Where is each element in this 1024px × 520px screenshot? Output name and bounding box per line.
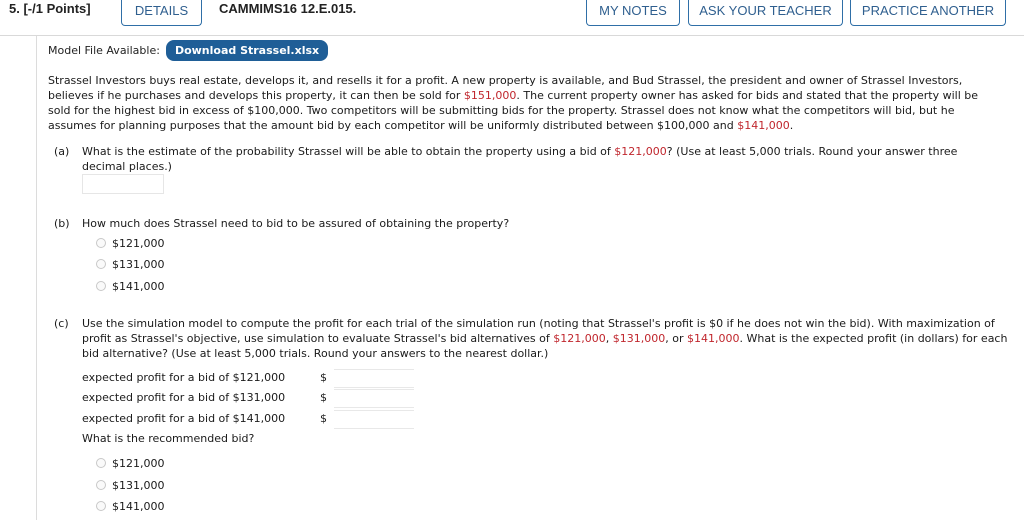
download-model-button[interactable]: Download Strassel.xlsx xyxy=(166,40,328,61)
expected-profit-label: expected profit for a bid of $141,000 xyxy=(82,412,286,425)
option-label: $131,000 xyxy=(112,257,165,271)
question-header xyxy=(0,0,1024,36)
part-a-bid: $121,000 xyxy=(614,145,667,158)
part-b-option[interactable] xyxy=(96,234,165,252)
part-a-question xyxy=(82,144,982,174)
recommended-bid-question: What is the recommended bid? xyxy=(82,432,255,445)
my-notes-button[interactable]: MY NOTES xyxy=(586,0,680,26)
bid-alternative-2: $131,000 xyxy=(612,332,666,345)
radio-button[interactable] xyxy=(96,458,106,468)
sale-price: $151,000 xyxy=(463,89,517,102)
currency-symbol: $ xyxy=(320,412,327,425)
radio-button[interactable] xyxy=(96,501,106,511)
part-c-text-1: Use the simulation model to compute the profit for each trial of the simulation run (noting that Strassel's profit is $0 if he does not win the bid). With maximization of profit as Strassel's objective, use simulation to evaluate Strassel's bid alternatives of xyxy=(82,317,995,345)
part-b-label: (b) xyxy=(54,217,70,230)
option-label: $131,000 xyxy=(112,478,165,492)
expected-profit-input[interactable] xyxy=(334,369,414,388)
bid-alternative-3: $141,000 xyxy=(686,332,740,345)
expected-profit-label: expected profit for a bid of $121,000 xyxy=(82,371,286,384)
option-label: $121,000 xyxy=(112,236,165,250)
intro-text-2: . The current property owner has asked for bids and stated that the property will be sold for the highest bid in excess of $100,000. Two competitors will be submitting bids for the property. Strassel does not know what the competitors will bid, but he assumes for planning purposes that the amount bid by each competitor will be uniformly distributed between $100,000 and xyxy=(48,89,979,132)
separator: , or xyxy=(665,332,687,345)
part-a-text-1: What is the estimate of the probability Strassel will be able to obtain the property using a bid of xyxy=(82,145,615,158)
problem-statement xyxy=(48,73,998,133)
part-a-answer-input[interactable] xyxy=(82,174,164,194)
ask-teacher-button[interactable]: ASK YOUR TEACHER xyxy=(688,0,843,26)
part-c-option[interactable] xyxy=(96,497,165,515)
radio-button[interactable] xyxy=(96,480,106,490)
model-file-label: Model File Available: xyxy=(48,43,160,57)
expected-profit-input[interactable] xyxy=(334,410,414,429)
radio-button[interactable] xyxy=(96,238,106,248)
part-b-question: How much does Strassel need to bid to be assured of obtaining the property? xyxy=(82,217,510,230)
part-c-label: (c) xyxy=(54,317,69,330)
part-c-text-2: . What is the expected profit (in dollars) for each bid alternative? (Use at least 5,000 trials. Round your answers to the nearest dollar.) xyxy=(82,332,1008,360)
part-c-question xyxy=(82,316,1008,361)
part-a-label: (a) xyxy=(54,145,70,158)
part-c-option[interactable] xyxy=(96,476,165,494)
points-label: 5. [-/1 Points] xyxy=(9,1,91,16)
separator: , xyxy=(605,332,613,345)
intro-text-1: Strassel Investors buys real estate, develops it, and resells it for a profit. A new property is available, and Bud Strassel, the president and owner of Strassel Investors, believes if he purchases and develops this property, it can then be sold for xyxy=(48,74,963,102)
practice-another-button[interactable]: PRACTICE ANOTHER xyxy=(850,0,1006,26)
radio-button[interactable] xyxy=(96,259,106,269)
upper-bound: $141,000 xyxy=(737,119,790,132)
part-a-text-2: ? (Use at least 5,000 trials. Round your answer three decimal places.) xyxy=(82,145,958,173)
currency-symbol: $ xyxy=(320,391,327,404)
expected-profit-label: expected profit for a bid of $131,000 xyxy=(82,391,286,404)
left-divider xyxy=(36,36,37,520)
currency-symbol: $ xyxy=(320,371,327,384)
expected-profit-input[interactable] xyxy=(334,389,414,408)
radio-button[interactable] xyxy=(96,281,106,291)
model-file-row xyxy=(48,38,328,62)
details-button[interactable]: DETAILS xyxy=(121,0,202,26)
bid-alternative-1: $121,000 xyxy=(553,332,606,345)
intro-text-3: . xyxy=(789,119,794,132)
part-b-option[interactable] xyxy=(96,277,165,295)
option-label: $141,000 xyxy=(112,279,165,293)
option-label: $141,000 xyxy=(112,499,165,513)
option-label: $121,000 xyxy=(112,456,165,470)
problem-code: CAMMIMS16 12.E.015. xyxy=(219,1,357,16)
part-b-option[interactable] xyxy=(96,255,165,273)
part-c-option[interactable] xyxy=(96,454,165,472)
